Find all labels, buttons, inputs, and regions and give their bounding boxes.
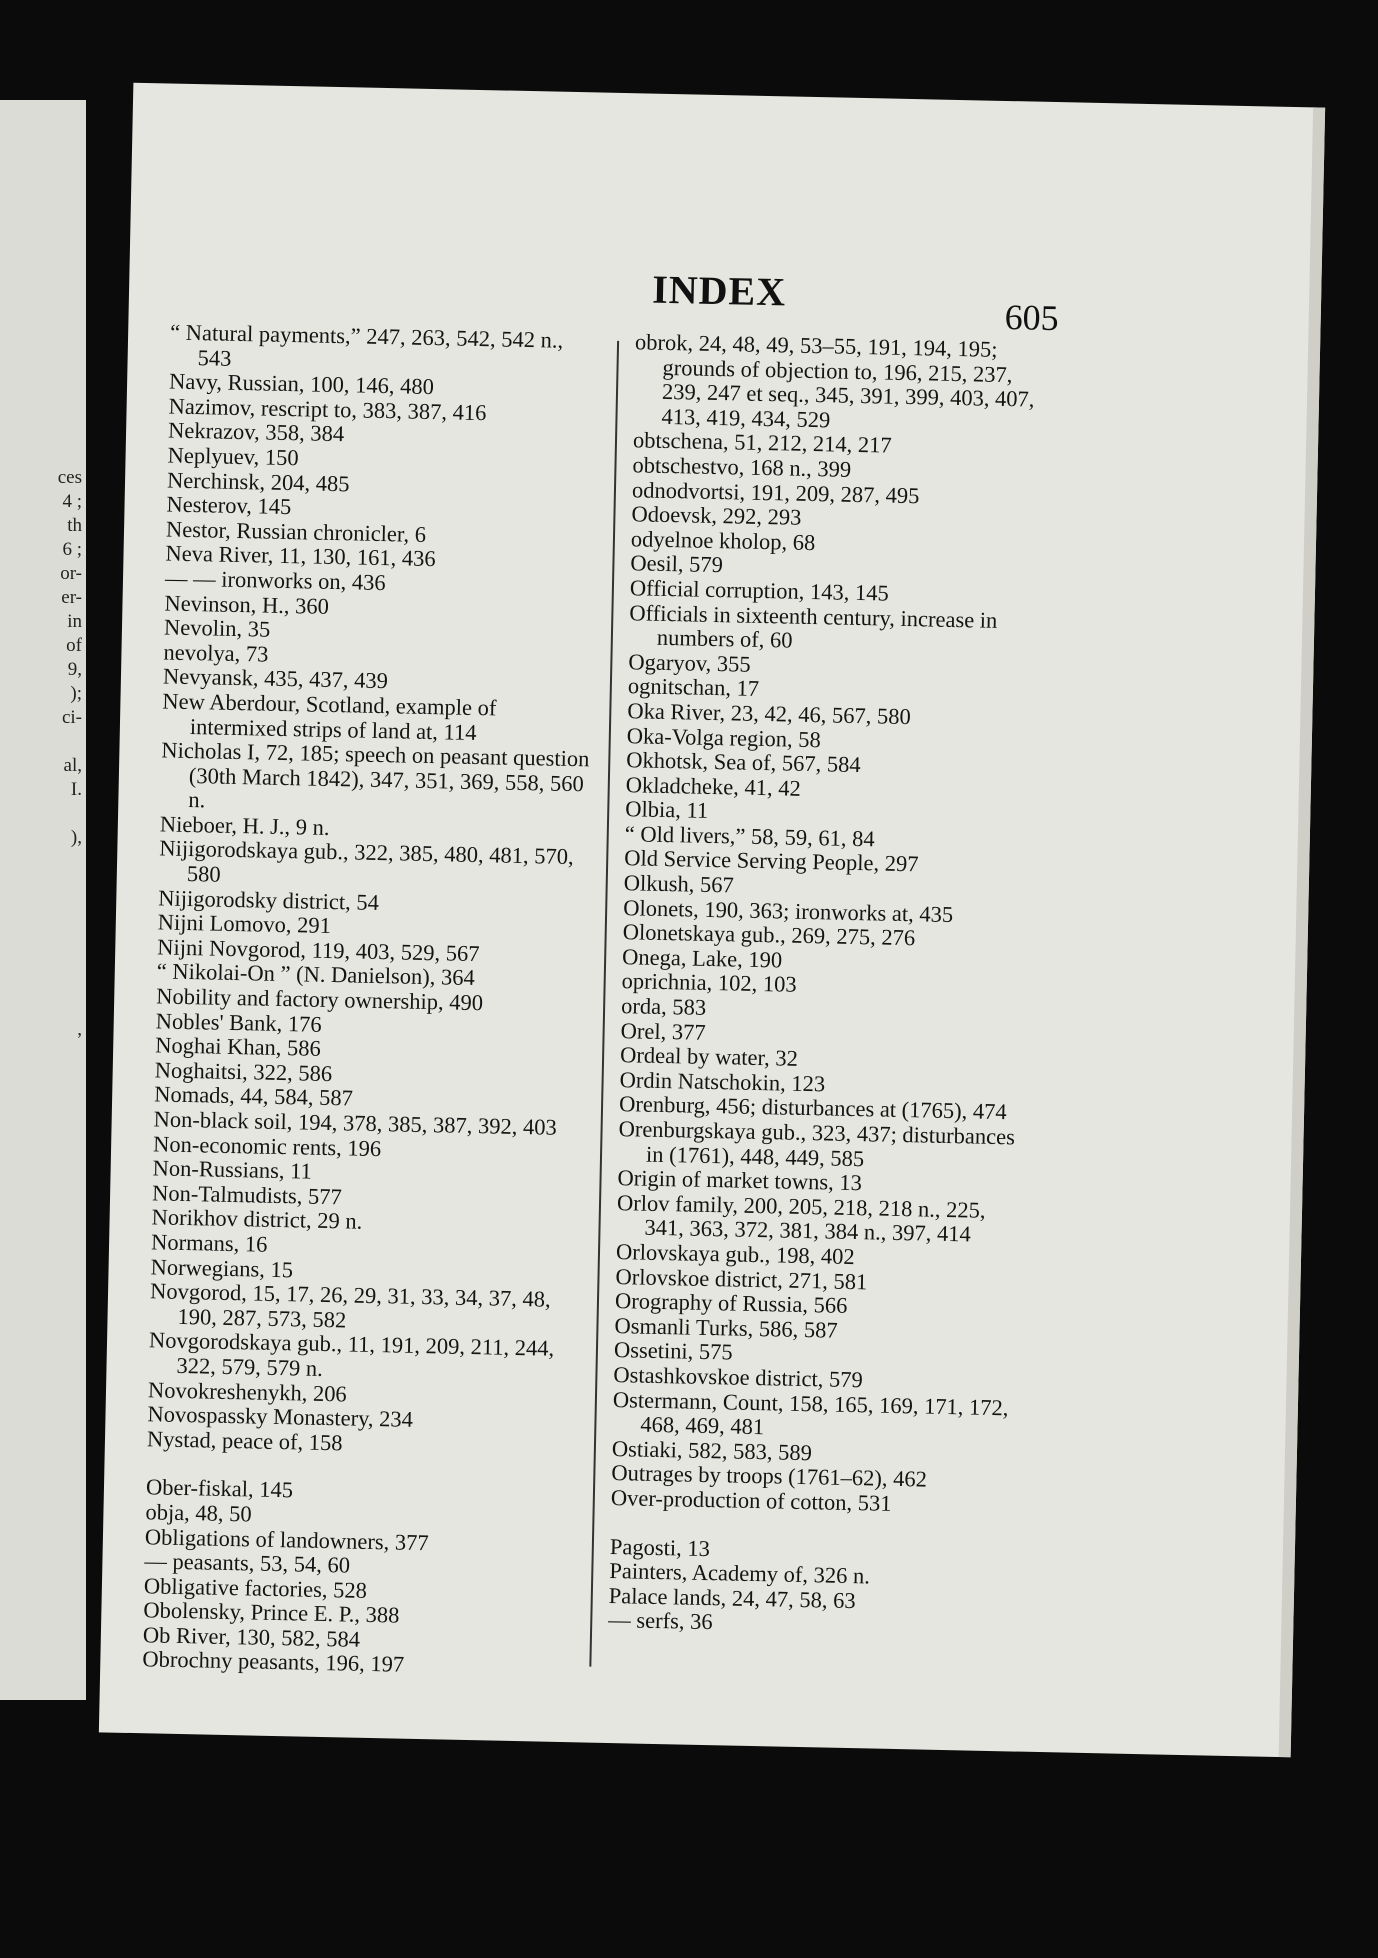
index-entry: Obligative factories, 528 bbox=[143, 1572, 368, 1603]
index-entry: Nesterov, 145 bbox=[166, 491, 292, 520]
index-entry: Okhotsk, Sea of, 567, 584 bbox=[626, 747, 861, 778]
index-entry: ognitschan, 17 bbox=[627, 673, 760, 702]
index-entry: Ober-fiskal, 145 bbox=[145, 1474, 294, 1503]
index-entry: — serfs, 36 bbox=[608, 1607, 713, 1635]
index-column-right bbox=[608, 330, 1039, 1641]
index-entry: Nevinson, H., 360 bbox=[164, 589, 330, 619]
previous-page-fragment: , bbox=[77, 1019, 82, 1040]
index-entry: Obolensky, Prince E. P., 388 bbox=[143, 1597, 400, 1628]
index-entry: Nevyansk, 435, 437, 439 bbox=[162, 663, 389, 694]
index-entry: “ Old livers,” 58, 59, 61, 84 bbox=[624, 821, 875, 852]
index-entry: Nestor, Russian chronicler, 6 bbox=[165, 516, 427, 547]
index-entry: Norwegians, 15 bbox=[150, 1253, 294, 1282]
index-entry: Non-economic rents, 196 bbox=[152, 1130, 382, 1161]
index-entry: Orlov family, 200, 205, 218, 218 n., 225, 341, 363, 372, 381, 384 n., 397, 414 bbox=[616, 1189, 986, 1247]
index-entry: Noghai Khan, 586 bbox=[154, 1032, 322, 1062]
index-entry: Old Service Serving People, 297 bbox=[624, 845, 919, 877]
previous-page-fragment: I. bbox=[70, 779, 82, 800]
index-entry: Nekrazov, 358, 384 bbox=[167, 417, 345, 447]
index-entry: Nijigorodsky district, 54 bbox=[158, 885, 380, 915]
index-entry: Ostermann, Count, 158, 165, 169, 171, 172, 468, 469, 481 bbox=[612, 1386, 1009, 1440]
index-entry: Nicholas I, 72, 185; speech on peasant question (30th March 1842), 347, 351, 369, 558, 560 n. bbox=[161, 737, 590, 813]
index-entry: Osmanli Turks, 586, 587 bbox=[614, 1312, 838, 1343]
index-entry: Orel, 377 bbox=[620, 1017, 706, 1045]
index-entry: Official corruption, 143, 145 bbox=[629, 575, 890, 606]
index-entry: Nazimov, rescript to, 383, 387, 416 bbox=[168, 393, 487, 425]
previous-page-fragment: 9, bbox=[67, 659, 82, 680]
index-entry: Nijni Lomovo, 291 bbox=[157, 909, 332, 939]
index-entry: Okladcheke, 41, 42 bbox=[625, 771, 801, 801]
index-entry: Nobles' Bank, 176 bbox=[155, 1008, 322, 1037]
index-entry: Ogaryov, 355 bbox=[628, 648, 751, 677]
index-entry: Novokreshenykh, 206 bbox=[147, 1376, 348, 1406]
index-entry: Origin of market towns, 13 bbox=[617, 1165, 863, 1196]
index-entry: Orography of Russia, 566 bbox=[614, 1288, 848, 1319]
index-entry: — peasants, 53, 54, 60 bbox=[144, 1548, 351, 1578]
index-entry: Nijni Novgorod, 119, 403, 529, 567 bbox=[157, 934, 480, 966]
index-column-left bbox=[142, 321, 602, 1682]
index-entry: Ordeal by water, 32 bbox=[619, 1042, 799, 1072]
index-entry: Odoevsk, 292, 293 bbox=[631, 501, 802, 530]
index-entry: Palace lands, 24, 47, 58, 63 bbox=[608, 1582, 856, 1613]
index-entry: Nomads, 44, 584, 587 bbox=[153, 1081, 354, 1111]
index-entry: Ossetini, 575 bbox=[613, 1337, 733, 1365]
index-entry: obtschestvo, 168 n., 399 bbox=[632, 452, 852, 482]
index-entry: Orenburgskaya gub., 323, 437; disturbances in (1761), 448, 449, 585 bbox=[618, 1116, 1016, 1171]
index-entry: Noghaitsi, 322, 586 bbox=[154, 1057, 333, 1086]
index-entry: Neva River, 11, 130, 161, 436 bbox=[165, 540, 436, 572]
index-entry: obrok, 24, 48, 49, 53–55, 191, 194, 195; grounds of objection to, 196, 215, 237, 239, 247 et seq., 345, 391, 399, 403, 407, 413, 419, 434, 529 bbox=[634, 329, 1035, 433]
previous-page-fragment: al, bbox=[63, 755, 82, 776]
index-entry: Ostashkovskoe district, 579 bbox=[613, 1361, 864, 1393]
page-number: 605 bbox=[1004, 297, 1060, 339]
previous-page-fragment: in bbox=[67, 611, 82, 632]
index-entry: Nijigorodskaya gub., 322, 385, 480, 481, 570, 580 bbox=[159, 835, 574, 887]
index-entry: Ordin Natschokin, 123 bbox=[619, 1066, 826, 1097]
index-entry: Non-Russians, 11 bbox=[152, 1155, 313, 1184]
index-entry: Olonetskaya gub., 269, 275, 276 bbox=[622, 919, 916, 951]
previous-page-fragment: th bbox=[67, 515, 82, 536]
index-entry: Painters, Academy of, 326 n. bbox=[609, 1558, 871, 1589]
index-entry: Nystad, peace of, 158 bbox=[146, 1426, 343, 1456]
index-entry: obtschena, 51, 212, 214, 217 bbox=[632, 427, 892, 459]
index-entry: Orlovskoe district, 271, 581 bbox=[615, 1263, 868, 1294]
previous-page-fragment: ci- bbox=[61, 707, 82, 728]
index-entry: Non-black soil, 194, 378, 385, 387, 392, 403 bbox=[153, 1106, 557, 1140]
previous-page-edge bbox=[0, 100, 86, 1700]
index-entry: Ob River, 130, 582, 584 bbox=[142, 1622, 361, 1652]
book-page bbox=[99, 83, 1325, 1758]
previous-page-fragment: of bbox=[66, 635, 82, 656]
index-entry: orda, 583 bbox=[620, 993, 707, 1020]
previous-page-fragment: ces bbox=[57, 467, 82, 488]
index-entry: Oka-Volga region, 58 bbox=[626, 722, 821, 752]
index-entry: nevolya, 73 bbox=[163, 639, 269, 667]
index-entry: — — ironworks on, 436 bbox=[164, 565, 386, 596]
index-entry: Normans, 16 bbox=[150, 1229, 268, 1257]
index-entry: Obrochny peasants, 196, 197 bbox=[142, 1646, 405, 1678]
previous-page-fragment: 4 ; bbox=[62, 491, 82, 512]
index-entry: odnodvortsi, 191, 209, 287, 495 bbox=[631, 476, 920, 508]
index-entry: Onega, Lake, 190 bbox=[621, 943, 783, 973]
index-entry: Nieboer, H. J., 9 n. bbox=[159, 811, 330, 840]
index-entry: “ Natural payments,” 247, 263, 542, 542 n., 543 bbox=[169, 319, 564, 371]
index-entry: Olonets, 190, 363; ironworks at, 435 bbox=[622, 894, 954, 927]
index-entry: Non-Talmudists, 577 bbox=[151, 1180, 343, 1210]
index-entry: Nobility and factory ownership, 490 bbox=[156, 983, 484, 1016]
index-entry: Oka River, 23, 42, 46, 567, 580 bbox=[627, 698, 912, 730]
index-entry: Ostiaki, 582, 583, 589 bbox=[611, 1435, 813, 1465]
index-entry: Orlovskaya gub., 198, 402 bbox=[615, 1239, 855, 1270]
index-entry: Outrages by troops (1761–62), 462 bbox=[611, 1460, 928, 1492]
index-entry: Nerchinsk, 204, 485 bbox=[166, 467, 350, 496]
index-entry: Novgorodskaya gub., 11, 191, 209, 211, 244, 322, 579, 579 n. bbox=[148, 1327, 555, 1381]
previous-page-fragment: or- bbox=[60, 563, 82, 584]
index-entry: New Aberdour, Scotland, example of intermixed strips of land at, 114 bbox=[162, 688, 497, 745]
index-entry: Oesil, 579 bbox=[630, 550, 724, 578]
previous-page-fragment: er- bbox=[61, 587, 82, 608]
index-entry: Olbia, 11 bbox=[625, 796, 709, 824]
index-entry: Navy, Russian, 100, 146, 480 bbox=[168, 368, 435, 400]
index-entry: Olkush, 567 bbox=[623, 870, 735, 898]
index-entry: Novgorod, 15, 17, 26, 29, 31, 33, 34, 37, 48, 190, 287, 573, 582 bbox=[149, 1278, 551, 1333]
index-entry: Over-production of cotton, 531 bbox=[610, 1484, 892, 1516]
index-entry: Novospassky Monastery, 234 bbox=[147, 1401, 414, 1432]
index-entry: Officials in sixteenth century, increase in numbers of, 60 bbox=[629, 599, 998, 653]
index-entry: odyelnoe kholop, 68 bbox=[630, 525, 816, 555]
index-entry: “ Nikolai-On ” (N. Danielson), 364 bbox=[156, 958, 476, 991]
previous-page-fragment: ); bbox=[70, 683, 82, 704]
index-entry: Obligations of landowners, 377 bbox=[144, 1523, 429, 1555]
previous-page-fragment: 6 ; bbox=[62, 539, 82, 560]
index-entry: Neplyuev, 150 bbox=[167, 442, 299, 471]
index-entry: Pagosti, 13 bbox=[609, 1533, 711, 1561]
index-entry: obja, 48, 50 bbox=[145, 1499, 252, 1527]
page-title: INDEX bbox=[651, 266, 787, 315]
previous-page-fragment: ), bbox=[70, 827, 82, 848]
index-entry: Orenburg, 456; disturbances at (1765), 474 bbox=[618, 1091, 1007, 1125]
index-entry: Norikhov district, 29 n. bbox=[151, 1204, 363, 1235]
index-entry: Nevolin, 35 bbox=[163, 614, 271, 642]
index-entry: oprichnia, 102, 103 bbox=[621, 968, 797, 998]
